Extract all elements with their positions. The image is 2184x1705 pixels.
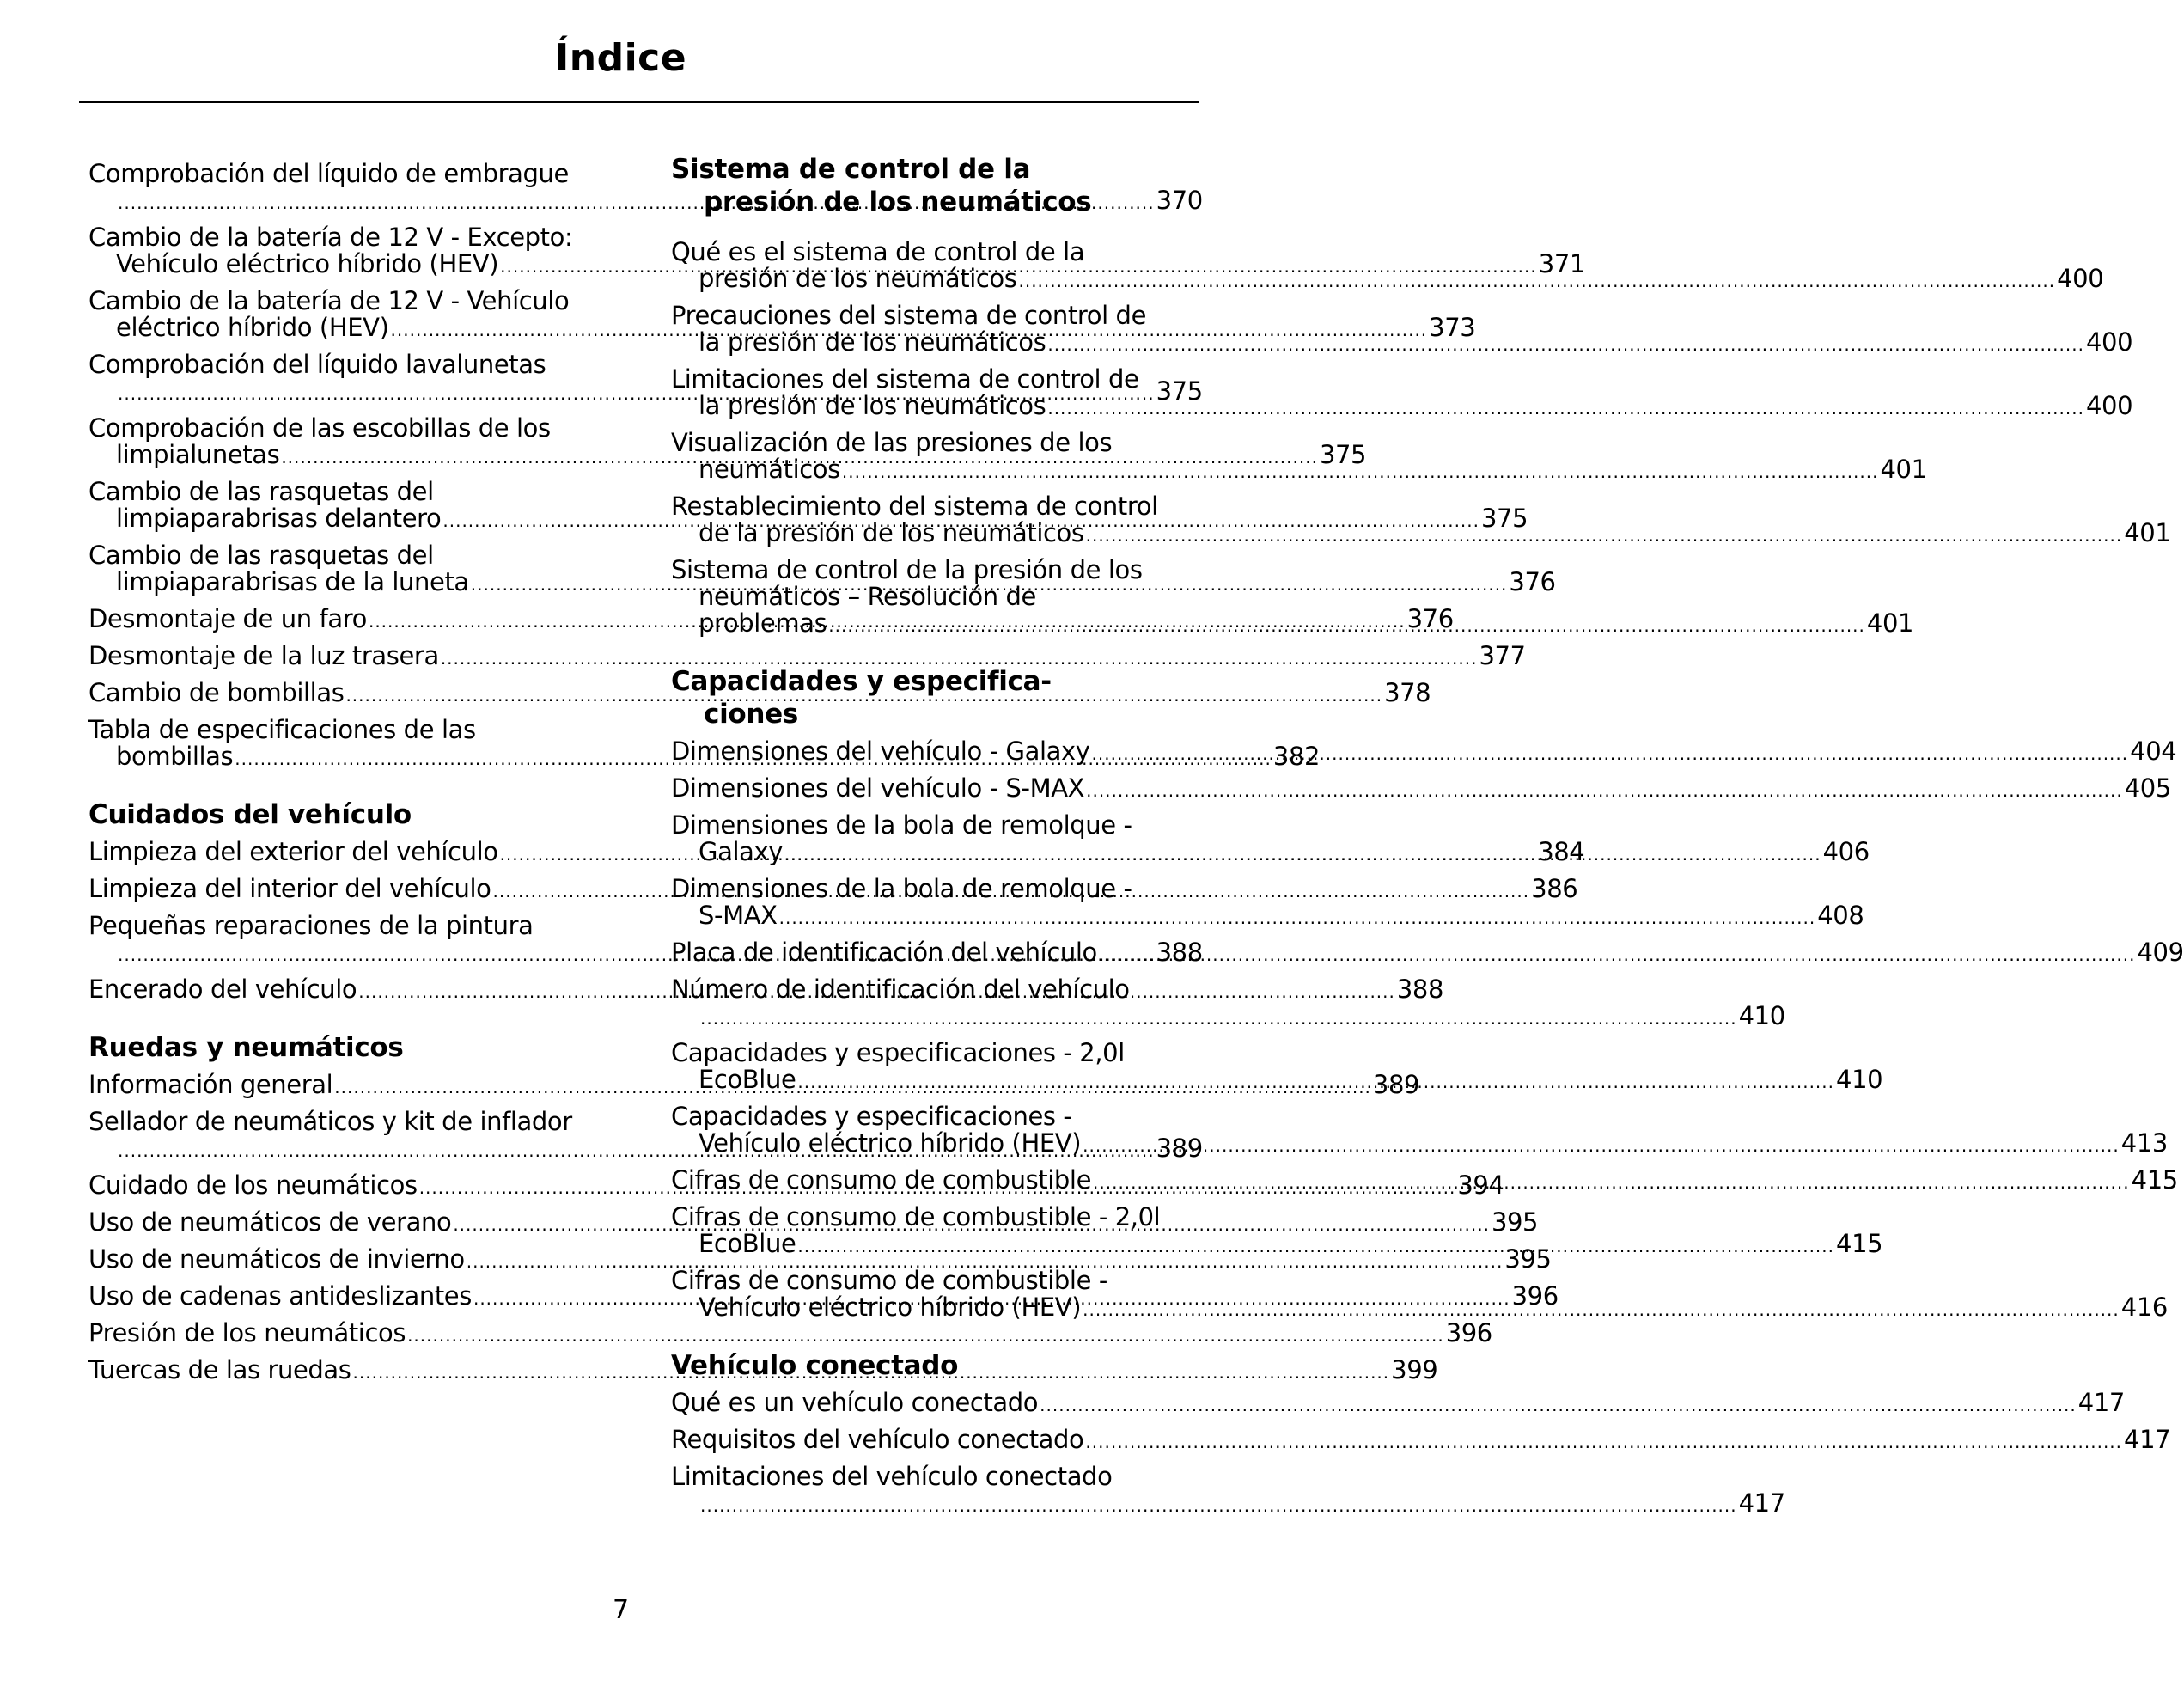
section-heading xyxy=(671,1349,1197,1382)
toc-page-number: 408 xyxy=(1817,901,1864,930)
dot-leader xyxy=(1047,334,2084,355)
toc-entry-title: Sellador de neumáticos y kit de inflador xyxy=(88,1107,572,1136)
toc-entry-title: neumáticos xyxy=(699,455,840,484)
toc-entry-title: Uso de neumáticos de invierno xyxy=(88,1244,465,1274)
dot-leader xyxy=(779,908,1816,928)
toc-entry-title: la presión de los neumáticos xyxy=(699,327,1046,357)
toc-entry-title: Cuidado de los neumáticos xyxy=(88,1170,418,1200)
dot-leader xyxy=(1047,398,2084,419)
toc-entry-title: de la presión de los neumáticos xyxy=(699,518,1084,547)
toc-page-number: 370 xyxy=(1156,186,1203,215)
toc-entry-title: Dimensiones del vehículo - S-MAX xyxy=(671,773,1085,803)
toc-entry-title: Qué es el sistema de control de la xyxy=(671,237,1085,266)
toc-entry[interactable] xyxy=(671,364,2133,422)
toc-entry-title: Comprobación de las escobillas de los xyxy=(88,413,551,443)
dot-leader xyxy=(1093,1172,2130,1193)
toc-page-number: 404 xyxy=(2130,736,2177,766)
toc-entry-title: Qué es un vehículo conectado xyxy=(671,1388,1039,1417)
toc-page-number: 386 xyxy=(1531,874,1578,903)
toc-page-number: 373 xyxy=(1429,313,1476,342)
section-heading xyxy=(671,665,1197,730)
toc-page-number: 376 xyxy=(1509,567,1556,596)
toc-entry-leader-line xyxy=(671,773,2171,804)
toc-entry-title: Cambio de las rasquetas del xyxy=(88,477,434,506)
toc-page-number: 395 xyxy=(1491,1207,1539,1237)
toc-entry-title: Desmontaje de la luz trasera xyxy=(88,641,439,670)
toc-page-number: 399 xyxy=(1391,1355,1438,1384)
toc-entry[interactable] xyxy=(88,1318,1492,1349)
toc-entry-title: limpiaparabrisas de la luneta xyxy=(116,567,469,596)
toc-page-number: 394 xyxy=(1457,1170,1504,1200)
section-heading xyxy=(671,153,1197,218)
toc-entry-title: Vehículo eléctrico híbrido (HEV) xyxy=(699,1292,1082,1322)
dot-leader xyxy=(1018,271,2055,291)
toc-page-number: 375 xyxy=(1156,376,1203,406)
toc-page-number: 416 xyxy=(2120,1292,2168,1322)
toc-page-number: 400 xyxy=(2057,264,2104,293)
toc-entry-title: neumáticos – Resolución de xyxy=(699,582,1036,611)
toc-page-number: 378 xyxy=(1384,678,1431,707)
section-heading-line: Cuidados del vehículo xyxy=(88,799,412,830)
dot-leader xyxy=(700,1495,1737,1516)
toc-entry-title: Vehículo eléctrico híbrido (HEV) xyxy=(116,249,499,278)
toc-page-number: 415 xyxy=(2131,1165,2178,1195)
toc-page-number: 371 xyxy=(1538,249,1585,278)
toc-page-number: 417 xyxy=(2077,1388,2125,1417)
section-heading xyxy=(88,1031,614,1064)
toc-entry-title: Limpieza del interior del vehículo xyxy=(88,874,491,903)
toc-page-number: 389 xyxy=(1156,1134,1203,1163)
toc-entry-title: Vehículo eléctrico híbrido (HEV) xyxy=(699,1128,1082,1158)
toc-entry-title: Comprobación del líquido lavalunetas xyxy=(88,350,546,379)
toc-entry-title: Pequeñas reparaciones de la pintura xyxy=(88,911,534,940)
toc-page-number: 396 xyxy=(1511,1281,1559,1311)
toc-entry-title: Desmontaje de un faro xyxy=(88,604,367,633)
toc-entry-title: Dimensiones de la bola de remolque - xyxy=(671,874,1132,903)
toc-entry-title: Información general xyxy=(88,1070,333,1099)
toc-entry-title: Uso de cadenas antideslizantes xyxy=(88,1281,472,1311)
dot-leader xyxy=(1040,1395,2077,1415)
toc-page-number: 388 xyxy=(1396,975,1444,1004)
toc-page-number: 410 xyxy=(1738,1001,1785,1030)
section-heading-line: Capacidades y especifica- xyxy=(671,666,1052,697)
toc-page-number: 415 xyxy=(1836,1229,1883,1258)
toc-entry-leader-line xyxy=(671,1128,2168,1159)
toc-page-number: 401 xyxy=(2124,518,2171,547)
section-heading-line: ciones xyxy=(704,699,799,730)
toc-page-number: 401 xyxy=(1880,455,1927,484)
toc-entry-leader-line xyxy=(671,1488,1785,1519)
toc-page-number: 376 xyxy=(1406,604,1454,633)
toc-page-number: 389 xyxy=(1372,1070,1420,1099)
dot-leader xyxy=(842,461,1879,482)
toc-entry-leader-line xyxy=(671,901,1864,932)
toc-entry-title: Limpieza del exterior del vehículo xyxy=(88,837,498,866)
toc-page-number: 382 xyxy=(1272,742,1321,771)
toc-page-number: 405 xyxy=(2124,773,2171,803)
toc-entry-title: Cambio de las rasquetas del xyxy=(88,541,434,570)
toc-entry-title: Cifras de consumo de combustible - xyxy=(671,1266,1107,1295)
toc-entry[interactable] xyxy=(671,1462,1785,1519)
section-heading-line: Sistema de control de la xyxy=(671,154,1031,185)
toc-entry-title: EcoBlue xyxy=(699,1229,796,1258)
toc-page-number: 396 xyxy=(1445,1318,1492,1348)
toc-page-number: 375 xyxy=(1319,440,1367,469)
toc-entry-title: Capacidades y especificaciones - 2,0l xyxy=(671,1038,1125,1067)
header-rule xyxy=(79,101,1199,103)
toc-entry-title: Tuercas de las ruedas xyxy=(88,1355,351,1384)
dot-leader xyxy=(1085,1432,2122,1452)
toc-entry-leader-line xyxy=(671,455,1927,486)
dot-leader xyxy=(828,615,1865,636)
dot-leader xyxy=(1086,780,2123,801)
page-number: 7 xyxy=(612,1595,630,1625)
toc-entry-title: Cambio de la batería de 12 V - Vehículo xyxy=(88,286,570,315)
section-heading xyxy=(88,798,614,831)
dot-leader xyxy=(784,844,1821,865)
toc-entry-title: eléctrico híbrido (HEV) xyxy=(116,313,389,342)
toc-page-number: 388 xyxy=(1156,938,1203,967)
toc-entry-title: problemas xyxy=(699,608,827,638)
toc-entry-title: Cambio de la batería de 12 V - Excepto: xyxy=(88,223,573,252)
section-heading-line: Vehículo conectado xyxy=(671,1350,959,1381)
dot-leader xyxy=(1083,1135,2120,1156)
toc-entry-title: Limitaciones del vehículo conectado xyxy=(671,1462,1113,1491)
toc-entry-leader-line xyxy=(88,1244,1552,1275)
toc-entry-title: Restablecimiento del sistema de control xyxy=(671,492,1158,521)
toc-entry-leader-line xyxy=(671,938,2184,969)
toc-entry[interactable] xyxy=(671,938,2184,969)
toc-entry-title: Sistema de control de la presión de los xyxy=(671,555,1143,584)
toc-entry[interactable] xyxy=(671,1102,2168,1159)
toc-entry-title: Comprobación del líquido de embrague xyxy=(88,159,569,188)
toc-entry-title: bombillas xyxy=(116,742,234,771)
toc-entry-title: limpialunetas xyxy=(116,440,280,469)
toc-page-number: 409 xyxy=(2137,938,2184,967)
toc-page-number: 400 xyxy=(2085,327,2133,357)
toc-entry[interactable] xyxy=(671,773,2171,804)
toc-page-number: 377 xyxy=(1479,641,1526,670)
toc-entry[interactable] xyxy=(88,1244,1552,1275)
toc-page-number: 395 xyxy=(1504,1244,1552,1274)
toc-entry[interactable] xyxy=(671,1425,2171,1456)
toc-entry-title: Número de identificación del vehículo xyxy=(671,975,1130,1004)
toc-entry-title: Dimensiones de la bola de remolque - xyxy=(671,810,1132,840)
toc-entry-title: Galaxy xyxy=(699,837,783,866)
toc-entry-title: S-MAX xyxy=(699,901,778,930)
toc-page-number: 375 xyxy=(1481,504,1528,533)
toc-entry-title: EcoBlue xyxy=(699,1065,796,1094)
toc-entry-title: limpiaparabrisas delantero xyxy=(116,504,442,533)
toc-entry-title: Capacidades y especificaciones - xyxy=(671,1102,1072,1131)
toc-entry-leader-line xyxy=(88,641,1526,672)
toc-page-number: 410 xyxy=(1836,1065,1883,1094)
section-heading-line: Ruedas y neumáticos xyxy=(88,1032,404,1063)
toc-page-number: 417 xyxy=(1738,1488,1785,1518)
dot-leader xyxy=(700,1008,1737,1029)
toc-entry-title: Tabla de especificaciones de las xyxy=(88,715,476,744)
toc-entry-leader-line xyxy=(671,1001,1785,1032)
dot-leader xyxy=(1083,1299,2120,1320)
toc-entry-title: Placa de identificación del vehículo xyxy=(671,938,1097,967)
section-entries xyxy=(671,1388,2171,1519)
toc-page-number: 401 xyxy=(1866,608,1914,638)
dot-leader xyxy=(1092,743,2129,764)
toc-entry-title: la presión de los neumáticos xyxy=(699,391,1046,420)
toc-entry[interactable] xyxy=(88,641,1526,672)
toc-entry-title: Dimensiones del vehículo - Galaxy xyxy=(671,736,1090,766)
dot-leader xyxy=(1086,525,2123,546)
toc-entry-title: Visualización de las presiones de los xyxy=(671,428,1113,457)
toc-page-number: 384 xyxy=(1538,837,1585,866)
dot-leader xyxy=(1099,944,2136,965)
toc-entry-leader-line xyxy=(671,264,2104,295)
toc-entry-title: Precauciones del sistema de control de xyxy=(671,301,1147,330)
toc-entry-title: Encerado del vehículo xyxy=(88,975,357,1004)
toc-entry-title: Cambio de bombillas xyxy=(88,678,345,707)
toc-entry-title: presión de los neumáticos xyxy=(699,264,1017,293)
toc-page-number: 400 xyxy=(2085,391,2133,420)
dot-leader xyxy=(797,1072,1834,1092)
toc-entry-title: Cifras de consumo de combustible - 2,0l xyxy=(671,1202,1161,1231)
dot-leader xyxy=(797,1236,1834,1256)
toc-entry-title: Presión de los neumáticos xyxy=(88,1318,406,1348)
toc-entry-title: Uso de neumáticos de verano xyxy=(88,1207,452,1237)
toc-page-number: 406 xyxy=(1822,837,1870,866)
section-heading-line: presión de los neumáticos xyxy=(704,186,1092,217)
page-title: Índice xyxy=(554,36,687,80)
toc-page-number: 413 xyxy=(2120,1128,2168,1158)
toc-page-number: 417 xyxy=(2124,1425,2171,1454)
toc-entry-title: Requisitos del vehículo conectado xyxy=(671,1425,1084,1454)
toc-entry-leader-line xyxy=(671,1425,2171,1456)
toc-entry-title: Cifras de consumo de combustible xyxy=(671,1165,1092,1195)
toc-entry[interactable] xyxy=(671,1388,2125,1419)
toc-entry-title: Limitaciones del sistema de control de xyxy=(671,364,1139,394)
toc-entry-leader-line xyxy=(671,1388,2125,1419)
toc-entry-leader-line xyxy=(88,1318,1492,1349)
